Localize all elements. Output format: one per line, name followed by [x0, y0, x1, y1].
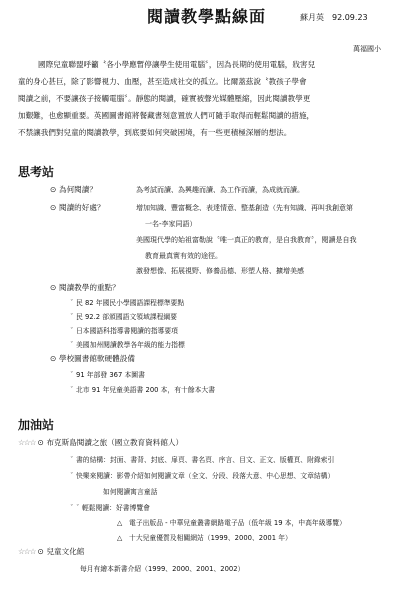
- entry-label: 兒童文化館: [46, 547, 85, 556]
- answer-line: 一名-李家同語）: [145, 220, 197, 228]
- page-title: 閱讀教學點線面: [147, 7, 267, 26]
- circle-dot-icon: ⊙: [50, 354, 57, 363]
- school-name: 萬福國小: [353, 45, 381, 53]
- entry-note: 每月有繪本新書介紹（1999、2000、2001、2002）: [80, 565, 245, 573]
- question-label: 學校圖書館軟硬體設備: [59, 354, 135, 363]
- entry-label: 布克斯島閱讀之旅（國立教育資料館人）: [46, 438, 184, 447]
- list-item: ˇ 91 年部發 367 本圖書: [70, 371, 145, 379]
- list-item: ˇ 日本國語科指導書閱讀的指導要項: [70, 327, 178, 335]
- intro-line: 不禁讓我們對兒童的閱讀教學，到底要如何突破困境，有一些更積極深層的想法。: [18, 128, 292, 137]
- circle-dot-icon: ⊙: [37, 438, 44, 447]
- question-benefits: [50, 202, 105, 213]
- list-item: ˇ 快樂來閱讀：影帶介紹如何閱讀文章（全文、分段、段落大意、中心思想、文章結構）: [70, 472, 335, 480]
- answer-line: 教育最真實有效的途徑。: [145, 252, 222, 260]
- question-library: [50, 353, 135, 364]
- intro-line: 童的身心甚巨，除了影響視力、血壓，甚至造成社交的孤立。比爾蓋茲說〝教孩子學會: [18, 77, 307, 86]
- question-why-read: [50, 184, 97, 195]
- list-item: △ 電子出版品 - 中華兒童叢書網路電子品（低年級 19 本，中高年級導覽）: [117, 519, 346, 527]
- intro-line: 加艱難，也愈顯重要。英國圖書館將餐藏書刻意置放人們可隨手取得而輕鬆閱讀的措施，: [18, 111, 315, 120]
- list-item: ˇ 書的結構：封面、書背、封底、扉頁、書名頁、序言、目文、正文、版權頁、附錄索引: [70, 456, 335, 464]
- circle-dot-icon: ⊙: [37, 547, 44, 556]
- intro-paragraph: [18, 56, 414, 141]
- list-item: ˇ ˇ 輕鬆閱讀：好書博覽會: [70, 504, 150, 512]
- entry-book-island: [18, 437, 183, 448]
- list-item: ˇ 民 82 年國民小學國語課程標準要點: [70, 299, 185, 307]
- section-heading-thinking: 思考站: [18, 165, 55, 179]
- list-item: 如何閱讀寓言童話: [103, 488, 158, 496]
- answer-line: 美國現代學的始祖富勒說〝唯一真正的教育，是自我教育〞，閱讀是自我: [136, 236, 357, 244]
- answer-line: 增加知識、豐富概念、表達情意、整基創造（先有知識、再叫我創意第: [136, 204, 353, 212]
- circle-dot-icon: ⊙: [50, 283, 57, 292]
- list-item: ˇ 美國加州閱讀教學各年級的能力指標: [70, 341, 185, 349]
- intro-line: 國際兒童聯盟呼籲〝各小學應暫停讓學生使用電腦〞，因為長期的使用電腦，戕害兒: [38, 60, 316, 69]
- list-item: ˇ 民 92.2 部頒國語文領域課程綱要: [70, 313, 178, 321]
- list-item: △ 十大兒童優質及相關網站（1999、2000、2001 年）: [117, 534, 292, 542]
- section-heading-boost: 加油站: [18, 418, 55, 432]
- answer-why-read: 為考試而讀、為興趣而讀、為工作而讀，為成就而讀。: [136, 186, 304, 194]
- author-date: 蘇月英 92.09.23: [300, 13, 368, 22]
- question-focus: [50, 282, 120, 293]
- circle-dot-icon: ⊙: [50, 185, 57, 194]
- star-rating-icon: ☆☆☆: [18, 547, 36, 556]
- entry-children-culture: [18, 546, 84, 557]
- answer-line: 激發想像、拓展視野、修養品德、形塑人格、擴增美感: [136, 267, 304, 275]
- question-label: 閱讀的好處？: [59, 203, 105, 212]
- intro-line: 閱讀之前，不要讓孩子接觸電腦〞。靜態的閱讀，確實被聲光媒體壓縮，因此閱讀教學更: [18, 94, 311, 103]
- list-item: ˇ 北市 91 年兒童美語書 200 本，有十餘本大書: [70, 386, 216, 394]
- star-rating-icon: ☆☆☆: [18, 438, 36, 447]
- circle-dot-icon: ⊙: [50, 203, 57, 212]
- question-label: 閱讀教學的重點？: [59, 283, 120, 292]
- question-label: 為何閱讀？: [59, 185, 97, 194]
